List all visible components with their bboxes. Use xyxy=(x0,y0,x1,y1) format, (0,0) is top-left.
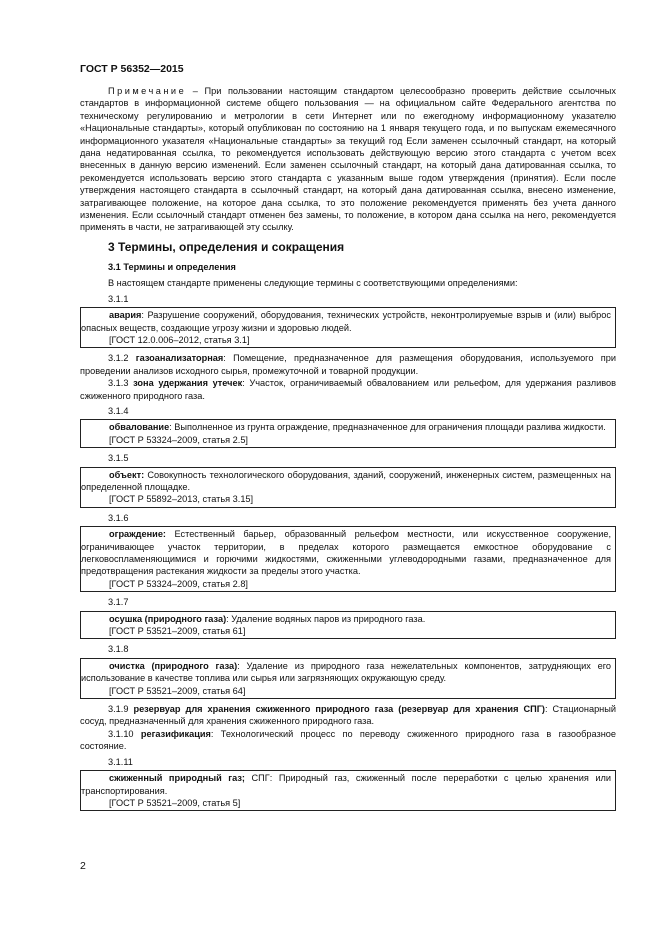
note-label: Примечание xyxy=(108,86,187,96)
term-number: 3.1.6 xyxy=(108,512,129,523)
term-reference: [ГОСТ Р 53521–2009, статья 64] xyxy=(109,685,246,696)
document-code-header: ГОСТ Р 56352—2015 xyxy=(80,63,184,75)
term-def-text: Совокупность технологического оборудования, зданий, сооружений, инженерных систем, размещенных на определенной площадке. xyxy=(81,469,611,492)
term-def-text: : Помещение, предназначенное для размещения оборудования, используемого при проведении анализов исходного сырья, промежуточной и товарной продукции. xyxy=(80,353,616,376)
term-box xyxy=(80,419,616,448)
term-name: очистка (природного газа) xyxy=(109,660,238,671)
term-def-text: : Стационарный сосуд, предназначенный для хранения сжиженного природного газа. xyxy=(80,704,616,727)
note-text: – При пользовании настоящим стандартом целесообразно проверить действие ссылочных стандартов в информационной системе общего пользования — на официальном сайте Федерального агентства по техническому регулированию и метрологии в сети Интернет или по ежегодному информационному указателю «Национальные стандарты», который опубликован по состоянию на 1 января текущего года, и по выпускам ежемесячного информационного указателя «Национальные стандарты» за текущий год Если заменен ссылочный стандарт, на который дана недатированная ссылка, то рекомендуется использовать действующую версию этого стандарта с учетом всех внесенных в данную версию изменений. Если заменен ссылочный стандарт, на который дана датированная ссылка, то рекомендуется использовать версию этого стандарта с указанным выше годом утверждения (принятия). Если после утверждения настоящего стандарта в ссылочный стандарт, на который дана датированная ссылка, внесено изменение, затрагивающее положение, на которое дана ссылка, то это положение рекомендуется применять без учета данного изменения. Если ссылочный стандарт отменен без замены, то положение, в котором дана ссылка на него, рекомендуется применять в части, не затрагивающей эту ссылку. xyxy=(80,86,616,233)
term-def-text: : Технологический процесс по переводу сжиженного природного газа в газообразное состояние. xyxy=(80,728,616,752)
term-number: 3.1.4 xyxy=(108,405,129,416)
term-name: зона удержания утечек xyxy=(133,378,243,389)
term-name: ограждение: xyxy=(109,529,166,540)
term-name: резервуар для хранения сжиженного природного газа (резервуар для хранения СПГ) xyxy=(133,704,545,715)
term-def-text: СПГ: Природный газ, сжиженный после переработки с целью хранения или транспортирования. xyxy=(81,773,611,796)
term-number: 3.1.11 xyxy=(108,756,133,767)
term-box xyxy=(80,658,616,699)
term-definition xyxy=(80,703,616,728)
term-number: 3.1.1 xyxy=(108,293,129,304)
term-definition xyxy=(81,469,611,494)
section-title: 3 Термины, определения и сокращения xyxy=(108,239,345,254)
term-box xyxy=(80,526,616,592)
term-box xyxy=(80,467,616,508)
intro-text: В настоящем стандарте применены следующие термины с соответствующими определениями: xyxy=(108,278,518,289)
term-box xyxy=(80,611,616,640)
term-definition xyxy=(81,772,611,797)
term-reference: [ГОСТ Р 55892–2013, статья 3.15] xyxy=(109,494,254,505)
term-name: объект: xyxy=(109,469,145,480)
note-paragraph xyxy=(80,85,616,234)
term-def-text: : Разрушение сооружений, оборудования, технических устройств, неконтролируемые взрыв и (или) выброс опасных веществ, создающие угрозу жизни и здоровью людей. xyxy=(81,310,611,333)
term-def-text: : Выполненное из грунта ограждение, предназначенное для ограничения площади разлива жидкости. xyxy=(169,422,606,433)
term-number: 3.1.5 xyxy=(108,453,129,464)
term-number: 3.1.10 xyxy=(108,728,134,739)
term-name: газоанализаторная xyxy=(135,353,224,364)
term-name: осушка (природного газа) xyxy=(109,613,227,624)
term-definition xyxy=(81,528,611,578)
term-name: авария xyxy=(109,310,142,321)
term-box xyxy=(80,770,616,811)
term-definition xyxy=(81,309,611,334)
term-definition xyxy=(80,352,616,377)
term-name: сжиженный природный газ; xyxy=(109,773,245,784)
term-definition xyxy=(81,421,611,433)
term-def-text: : Удаление водяных паров из природного газа. xyxy=(226,613,426,624)
term-def-text: Естественный барьер, образованный рельефом местности, или искусственное сооружение, ограничивающее участок территории, в пределах которого размещается емкостное оборудование с легковоспламеняющимися и горючими жидкостями, сжиженными углеводородными газами, предназначенное для предотвращения растекания жидкости за пределы этого участка. xyxy=(81,529,611,577)
page-number: 2 xyxy=(80,860,86,872)
term-name: обвалование xyxy=(109,422,170,433)
term-number: 3.1.7 xyxy=(108,597,129,608)
term-box xyxy=(80,307,616,348)
term-def-text: : Удаление из природного газа нежелательных компонентов, затрудняющих его использование в качестве топлива или сырья или загрязняющих окружающую среду. xyxy=(81,660,611,684)
term-reference: [ГОСТ Р 53324–2009, статья 2.5] xyxy=(109,434,248,445)
term-definition xyxy=(81,660,611,685)
term-reference: [ГОСТ Р 53521–2009, статья 5] xyxy=(109,797,241,808)
page-content xyxy=(80,85,616,815)
term-definition xyxy=(80,377,616,402)
term-definition xyxy=(80,728,616,753)
term-number: 3.1.2 xyxy=(108,353,129,364)
term-def-text: : Участок, ограничиваемый обвалованием или рельефом, для удержания разливов сжиженного природного газа. xyxy=(80,378,616,401)
term-name: регазификация xyxy=(140,728,211,739)
term-reference: [ГОСТ Р 53324–2009, статья 2.8] xyxy=(109,578,248,589)
subsection-title: 3.1 Термины и определения xyxy=(108,261,236,272)
term-reference: [ГОСТ 12.0.006–2012, статья 3.1] xyxy=(109,334,250,345)
term-reference: [ГОСТ Р 53521–2009, статья 61] xyxy=(109,626,246,637)
term-number: 3.1.3 xyxy=(108,378,129,389)
term-number: 3.1.9 xyxy=(108,704,129,715)
term-number: 3.1.8 xyxy=(108,644,129,655)
term-definition xyxy=(81,613,611,625)
